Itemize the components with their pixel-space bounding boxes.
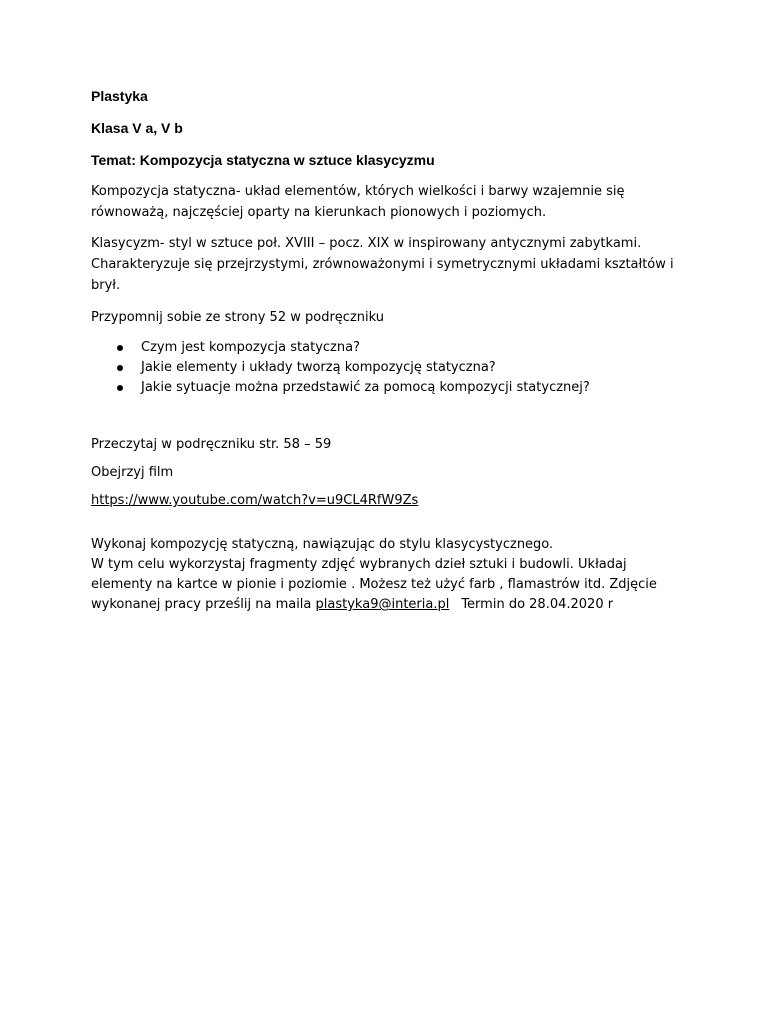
question-list: [91, 338, 691, 398]
topic-heading: Temat: Kompozycja statyczna w sztuce klasycyzmu: [91, 152, 435, 168]
email-link[interactable]: plastyka9@interia.pl: [315, 597, 450, 612]
question-text: Czym jest kompozycja statyczna?: [141, 340, 360, 355]
question-text: Jakie sytuacje można przedstawić za pomocą kompozycji statycznej?: [141, 380, 590, 395]
composition-definition: Kompozycja statyczna- układ elementów, których wielkości i barwy wzajemnie się równoważą, najczęściej oparty na kierunkach pionowych i poziomych.: [91, 184, 625, 220]
video-link[interactable]: https://www.youtube.com/watch?v=u9CL4RfW9Zs: [91, 493, 419, 508]
watch-instruction: Obejrzyj film: [91, 465, 174, 480]
subject-heading: Plastyka: [91, 88, 148, 104]
document-page: [91, 86, 691, 615]
bullet-icon: [117, 345, 123, 351]
list-item: [117, 338, 691, 358]
bullet-icon: [117, 385, 123, 391]
bullet-icon: [117, 365, 123, 371]
list-item: [117, 378, 691, 398]
read-instruction: Przeczytaj w podręczniku str. 58 – 59: [91, 437, 332, 452]
task-line-2: [91, 555, 691, 615]
task-block: [91, 535, 691, 615]
task-text: W tym celu wykorzystaj fragmenty zdjęć wybranych dzieł sztuki i budowli. Układaj elementy na kartce w pionie i poziomie . Możesz też użyć farb , flamastrów itd. Zdjęcie wykonanej pracy prześlij na maila: [91, 557, 657, 612]
list-item: [117, 358, 691, 378]
reminder-text: Przypomnij sobie ze strony 52 w podręczniku: [91, 310, 384, 325]
question-text: Jakie elementy i układy tworzą kompozycję statyczna?: [141, 360, 496, 375]
class-heading: Klasa V a, V b: [91, 120, 183, 136]
deadline-text: Termin do 28.04.2020 r: [461, 597, 614, 612]
classicism-definition: Klasycyzm- styl w sztuce poł. XVIII – pocz. XIX w inspirowany antycznymi zabytkami. Charakteryzuje się przejrzystymi, zrównoważonymi i symetrycznymi układami kształtów i brył.: [91, 236, 674, 293]
task-line-1: Wykonaj kompozycję statyczną, nawiązując do stylu klasycystycznego.: [91, 537, 554, 552]
